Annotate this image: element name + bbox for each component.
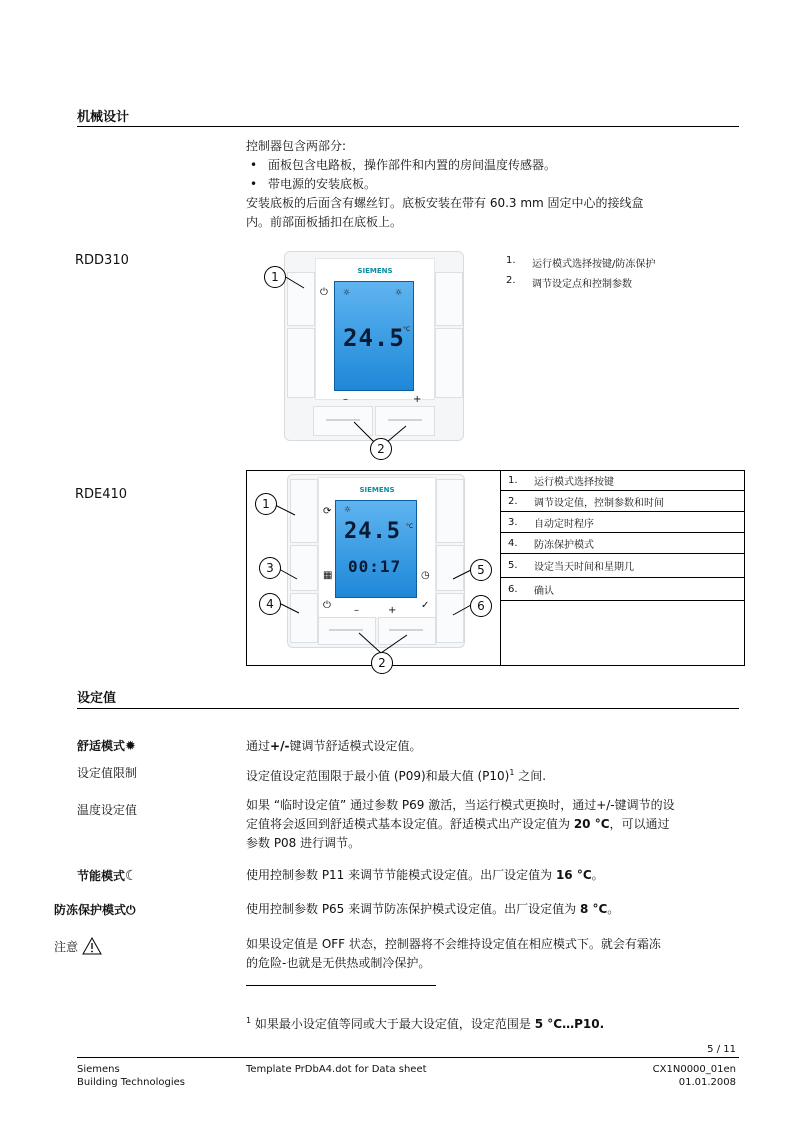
text: 使用控制参数 P65 来调节防冻保护模式设定值。出厂设定值为 — [246, 902, 580, 916]
label-text: 防冻保护模式 — [54, 903, 127, 917]
minus-sign: – — [343, 394, 348, 405]
power-icon: ⏻ — [323, 600, 331, 611]
legend-row — [501, 471, 744, 491]
legend-text: 运行模式选择按键/防冻保护 — [532, 259, 656, 270]
section-title-setpoints: 设定值 — [77, 691, 117, 706]
label-text: 舒适模式 — [77, 739, 126, 753]
callout-5: 5 — [470, 559, 492, 581]
label-text: 节能模式 — [77, 869, 126, 883]
text: 定值将会返回到舒适模式基本设定值。舒适模式出产设定值为 — [246, 817, 574, 831]
sun-icon: ☼ — [343, 288, 351, 297]
legend-number: 2. — [508, 495, 518, 507]
label-note — [54, 937, 102, 955]
footer-template: Template PrDbA4.dot for Data sheet — [246, 1064, 427, 1075]
value: 20 °C — [573, 817, 610, 831]
document-id: CX1N0000_01en — [652, 1064, 736, 1075]
callout-4: 4 — [259, 593, 281, 615]
legend-item — [506, 275, 726, 295]
legend-number: 4. — [508, 537, 518, 549]
text: ，可以通过 — [609, 817, 670, 831]
legend-text: 防冻保护模式 — [534, 539, 594, 551]
rde410-figure-box — [246, 470, 745, 670]
label-comfort-mode — [77, 737, 136, 754]
note-description — [246, 935, 726, 973]
label-eco-mode — [77, 867, 138, 884]
limit-description — [246, 763, 546, 786]
footnote-rule — [246, 985, 436, 986]
footnote-ref: 1 — [509, 768, 515, 777]
rde410-leader-lines — [247, 471, 500, 665]
legend-text: 调节设定值，控制参数和时间 — [534, 497, 664, 509]
value: 5 °C…P10. — [534, 1017, 605, 1031]
legend-row — [501, 491, 744, 512]
value: 8 °C — [579, 902, 608, 916]
device-label-rde410: RDE410 — [75, 487, 128, 502]
rdd310-leader-lines — [260, 260, 450, 460]
mech-bullet: • 面板包含电路板，操作部件和内置的房间温度传感器。 — [246, 156, 726, 175]
text: 设定值设定范围限于最小值 (P09)和最大值 (P10) — [246, 769, 510, 783]
mech-bullet: • 带电源的安装底板。 — [246, 175, 726, 194]
sun-icon: ✹ — [125, 739, 136, 754]
sun-icon: ☼ — [395, 288, 403, 297]
moon-icon: ☾ — [125, 868, 138, 884]
temp-description — [246, 796, 726, 853]
text-line: 如果 “临时设定值” 通过参数 P69 激活，当运行模式更换时，通过+/-键调节的设 — [246, 798, 675, 812]
footer-company — [77, 1063, 185, 1089]
label-temp-setpoint: 温度设定值 — [77, 803, 138, 817]
text: 如果最小设定值等同或大于最大设定值，设定范围是 — [251, 1017, 535, 1031]
text-line — [246, 815, 726, 834]
footer-docinfo — [653, 1063, 736, 1089]
mech-description — [246, 137, 726, 232]
text-line: 的危险-也就是无供热或制冷保护。 — [246, 956, 431, 970]
warning-icon — [82, 937, 102, 955]
sun-icon: ☼ — [344, 505, 352, 514]
text: 。 — [591, 868, 604, 882]
callout-2: 2 — [370, 438, 392, 460]
label-frost-mode — [54, 901, 136, 918]
rde410-legend-table — [501, 471, 744, 597]
mech-para-line: 安装底板的后面含有螺丝钉。底板安装在带有 60.3 mm 固定中心的接线盒 — [246, 196, 644, 210]
legend-number: 1. — [508, 475, 518, 486]
text: 通过 — [246, 739, 271, 753]
brand-logo: SIEMENS — [359, 486, 395, 494]
label-text: 注意 — [54, 939, 79, 954]
callout-1: 1 — [255, 493, 277, 515]
text-line: 参数 P08 进行调节。 — [246, 836, 361, 850]
mech-para-line: 内。前部面板插扣在底板上。 — [246, 215, 403, 229]
calendar-icon: ▦ — [323, 570, 333, 581]
legend-item — [506, 255, 726, 275]
brand-logo: SIEMENS — [357, 267, 393, 275]
legend-number: 3. — [508, 516, 518, 528]
callout-3: 3 — [259, 557, 281, 579]
legend-number: 1. — [506, 255, 516, 266]
legend-row — [501, 554, 744, 578]
callout-2: 2 — [371, 652, 393, 674]
text: 使用控制参数 P11 来调节节能模式设定值。出厂设定值为 — [246, 868, 556, 882]
clock-icon: ◷ — [421, 570, 430, 581]
legend-text: 运行模式选择按键 — [534, 477, 614, 488]
callout-1: 1 — [264, 266, 286, 288]
lcd-temperature: 24.5 — [343, 324, 405, 352]
legend-number: 5. — [508, 560, 518, 571]
legend-text: 调节设定点和控制参数 — [532, 279, 632, 290]
section-title-mechanical: 机械设计 — [77, 110, 130, 125]
company-name: Siemens — [77, 1064, 120, 1075]
lcd-unit: °C — [403, 326, 411, 333]
mech-intro: 控制器包含两部分: — [246, 139, 347, 153]
minus-sign: – — [354, 605, 359, 616]
legend-row — [501, 578, 744, 601]
text: 之间. — [514, 769, 547, 783]
section-rule — [77, 126, 739, 127]
text-line: 如果设定值是 OFF 状态，控制器将不会维持设定值在相应模式下。就会有霜冻 — [246, 937, 661, 951]
power-icon: ⏻ — [320, 287, 328, 298]
footnote — [246, 1011, 604, 1034]
mode-icon: ⟳ — [323, 506, 332, 517]
rdd310-legend — [506, 255, 726, 295]
lcd-time: 00:17 — [348, 557, 402, 576]
legend-text: 确认 — [534, 585, 554, 597]
frost-description — [246, 900, 619, 919]
legend-text: 自动定时程序 — [534, 518, 594, 530]
footer-rule — [77, 1057, 739, 1058]
plus-sign: + — [413, 394, 422, 405]
division-name: Building Technologies — [77, 1077, 185, 1088]
check-icon: ✓ — [421, 600, 430, 611]
value: 16 °C — [555, 868, 592, 882]
lcd-temperature: 24.5 — [344, 519, 401, 544]
lcd-unit: °C — [406, 523, 414, 530]
legend-row — [501, 533, 744, 554]
page-number: 5 / 11 — [707, 1044, 736, 1055]
callout-6: 6 — [470, 595, 492, 617]
text: 键调节舒适模式设定值。 — [289, 739, 422, 753]
key-text: +/- — [270, 739, 290, 753]
legend-row — [501, 512, 744, 533]
device-label-rdd310: RDD310 — [75, 253, 129, 268]
label-setpoint-limit: 设定值限制 — [77, 766, 138, 780]
footnote-marker: 1 — [246, 1016, 252, 1025]
legend-number: 2. — [506, 275, 516, 286]
document-date: 01.01.2008 — [678, 1077, 736, 1088]
section-rule — [77, 708, 739, 709]
legend-number: 6. — [508, 583, 518, 595]
power-icon: ⏻ — [126, 903, 136, 917]
text: 。 — [607, 902, 620, 916]
comfort-description — [246, 737, 421, 756]
plus-sign: + — [388, 605, 397, 616]
legend-text: 设定当天时间和星期几 — [534, 562, 634, 573]
eco-description — [246, 866, 604, 885]
